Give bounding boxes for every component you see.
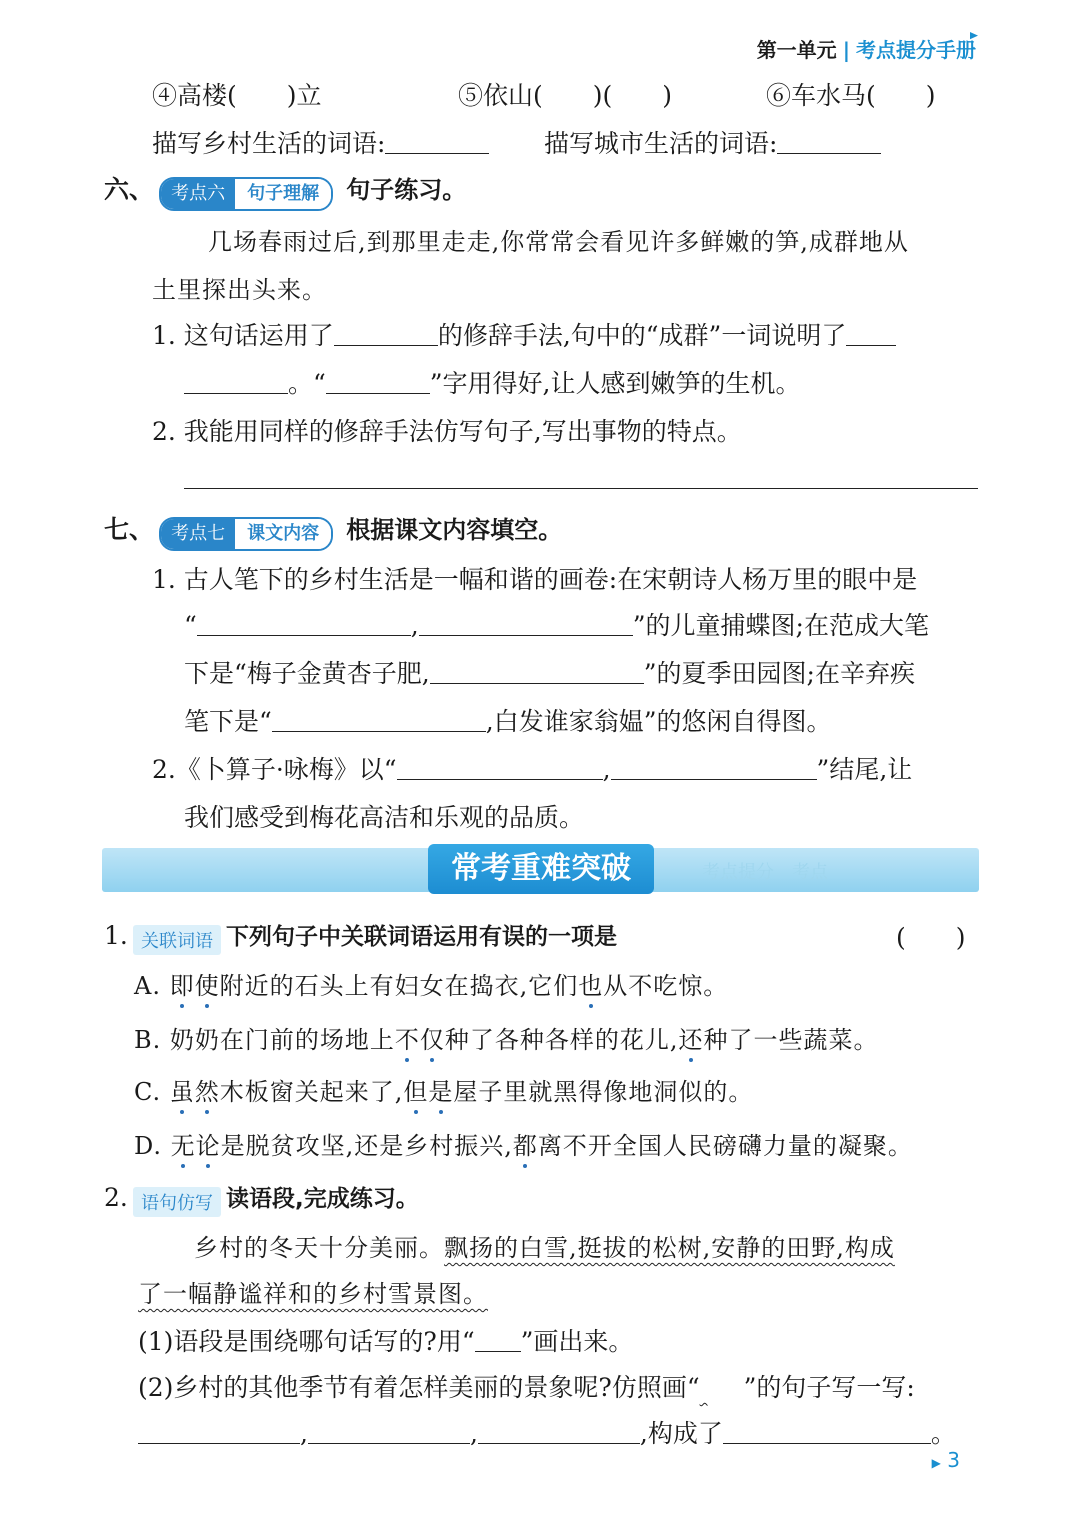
q-text: ,构成了 [639,1419,723,1448]
option-text: B. 奶奶在门前的场地上 [134,1026,395,1054]
emphasis-char: 虽 [169,1078,195,1106]
option-text: 从不吃惊。 [603,972,729,1000]
banner-ghost-text: 考点提分 考点 [702,862,828,883]
option-d[interactable] [134,1126,913,1161]
answer-blank[interactable] [846,323,896,346]
answer-blank[interactable] [723,1421,931,1444]
emphasis-char: 但 [403,1078,429,1106]
answer-blank[interactable] [419,613,633,636]
q-text: , [602,755,611,784]
option-letter: D. [134,1132,163,1160]
item-4: ④高楼( )立 [152,81,322,110]
q-text: 2.《卜算子·咏梅》以“ [152,755,397,784]
item-5: ⑤依山( )( ) [458,81,673,110]
question-7-1: 1. 古人笔下的乡村生活是一幅和谐的画卷:在宋朝诗人杨万里的眼中是 [152,565,918,594]
question-text: 读语段,完成练习。 [226,1186,419,1212]
q-text: ,白发谁家翁媪”的悠闲自得图。 [485,707,832,736]
question-2-2-fill [138,1414,956,1450]
q-text: ”画出来。 [520,1327,634,1356]
section-title: 根据课文内容填空。 [346,516,563,544]
triangle-icon: ▶ [931,1456,941,1470]
banner-title: 常考重难突破 [428,844,654,894]
q-text: 。 [930,1419,956,1448]
answer-blank[interactable] [197,613,411,636]
q-text: 笔下是“ [184,707,272,736]
emphasis-char: 然 [194,1078,220,1106]
question-7-2-line2: 我们感受到梅花高洁和乐观的品质。 [184,803,585,832]
question-2-2 [138,1368,915,1404]
section-number: 七、 [104,515,155,544]
urban-label: 描写城市生活的词语: [544,129,778,158]
option-a[interactable] [134,966,728,1001]
emphasis-char: 仅 [419,1026,445,1054]
q-text: ”的儿童捕蝶图;在范成大笔 [632,611,929,640]
wavy-underlined-text: 了一幅静谧祥和的乡村雪景图。 [138,1280,488,1308]
emphasis-char: 是 [428,1078,454,1106]
question-2-1 [138,1322,633,1358]
page-number-value: 3 [947,1448,960,1472]
header-divider: | [842,38,850,62]
answer-blank[interactable] [334,323,438,346]
rural-words-line [152,124,489,160]
q-text: , [410,611,419,640]
urban-blank[interactable] [777,131,881,154]
practice-tag: 语句仿写 [133,1187,221,1217]
question-7-1-line2 [184,606,929,642]
running-header [757,34,976,63]
emphasis-char: 都 [512,1132,538,1160]
option-letter: A. [134,972,161,1000]
section-banner [102,848,979,892]
answer-blank[interactable] [478,1421,640,1444]
emphasis-char: 还 [678,1026,704,1054]
emphasis-char: 也 [578,972,604,1000]
q-text: ”的夏季田园图;在辛弃疾 [643,659,915,688]
option-text: 屋子里就黑得像地洞似的。 [453,1078,754,1106]
question-6-1 [152,316,896,352]
option-text: 种了各种各样的花儿, [444,1026,679,1054]
q-text: , [300,1419,308,1448]
answer-blank[interactable] [611,757,817,780]
question-7-1-line3 [184,654,915,690]
q-text: 的修辞手法,句中的“成群”一词说明了 [437,321,847,350]
q-text: “ [184,611,197,640]
question-6-2: 2. 我能用同样的修辞手法仿写句子,写出事物的特点。 [152,417,742,446]
tag-label: 考点七 [161,519,235,549]
question-text: 下列句子中关联词语运用有误的一项是 [226,924,618,950]
answer-blank[interactable] [138,1421,300,1444]
section-title: 句子练习。 [346,176,467,204]
option-b[interactable] [134,1020,879,1055]
passage-line-1: 几场春雨过后,到那里走走,你常常会看见许多鲜嫩的笋,成群地从 [208,228,909,256]
q-text: 。“ [288,369,326,398]
item-6: ⑥车水马( ) [766,81,936,110]
answer-blank[interactable] [272,709,486,732]
option-text: 种了一些蔬菜。 [703,1026,879,1054]
practice-1-heading [104,918,617,955]
p2-passage-line-2 [138,1274,488,1309]
urban-words-line [544,124,881,160]
page-number [932,1448,960,1472]
practice-2-heading [104,1180,419,1217]
answer-blank[interactable] [430,661,644,684]
emphasis-char: 论 [195,1132,221,1160]
emphasis-char: 使 [194,972,220,1000]
option-text: 是脱贫攻坚,还是乡村振兴, [220,1132,513,1160]
q-text: ”的句子写一写: [743,1373,915,1402]
answer-blank[interactable] [397,757,603,780]
passage-line-2: 土里探出头来。 [152,276,327,304]
answer-blank[interactable] [326,371,430,394]
q-text: ”结尾,让 [816,755,913,784]
unit-title: 第一单元 [756,38,837,62]
option-letter: C. [134,1078,162,1106]
option-text: 附近的石头上有妇女在捣衣,它们 [219,972,579,1000]
section-7-heading [104,510,562,551]
emphasis-char: 无 [170,1132,196,1160]
option-text: 木板窗关起来了, [219,1078,404,1106]
kaodian-tag [159,517,333,551]
practice-tag: 关联词语 [133,925,221,955]
wavy-underlined-text: 飘扬的白雪,挺拔的松树,安静的田野,构成 [444,1234,895,1262]
q-text: , [469,1419,478,1448]
tag-label: 考点六 [161,179,235,209]
tag-topic: 句子理解 [235,179,331,209]
section-6-heading [104,170,466,211]
answer-paren[interactable]: ( ) [896,923,966,952]
question-7-1-line4 [184,702,832,738]
answer-blank[interactable] [308,1421,470,1444]
section-number: 六、 [104,175,155,204]
q-text: 下是“梅子金黄杏子肥, [184,659,430,688]
book-title: 考点提分手册 [856,38,976,62]
option-text: 离不开全国人民磅礴力量的凝聚。 [537,1132,913,1160]
q-text: ”字用得好,让人感到嫩笋的生机。 [429,369,801,398]
q-text: (2)乡村的其他季节有着怎样美丽的景象呢?仿照画“ [138,1373,700,1402]
kaodian-tag [159,177,333,211]
p2-passage-line-1 [194,1228,895,1263]
answer-blank[interactable] [475,1329,521,1352]
question-6-1-cont [184,364,801,400]
passage-text: 乡村的冬天十分美丽。 [194,1234,444,1262]
option-c[interactable] [134,1072,753,1107]
emphasis-char: 即 [169,972,195,1000]
rural-blank[interactable] [385,131,489,154]
question-7-2 [152,750,912,786]
emphasis-char: 不 [394,1026,420,1054]
q-text: 1. 这句话运用了 [152,321,334,350]
rural-label: 描写乡村生活的词语: [152,129,386,158]
answer-line[interactable] [184,488,978,489]
q-text: (1)语段是围绕哪句话写的?用“ [138,1327,475,1356]
question-number: 2. [104,1183,128,1212]
wavy-mark [700,1373,744,1402]
tag-topic: 课文内容 [235,519,331,549]
question-number: 1. [104,921,128,950]
answer-blank[interactable] [184,371,288,394]
